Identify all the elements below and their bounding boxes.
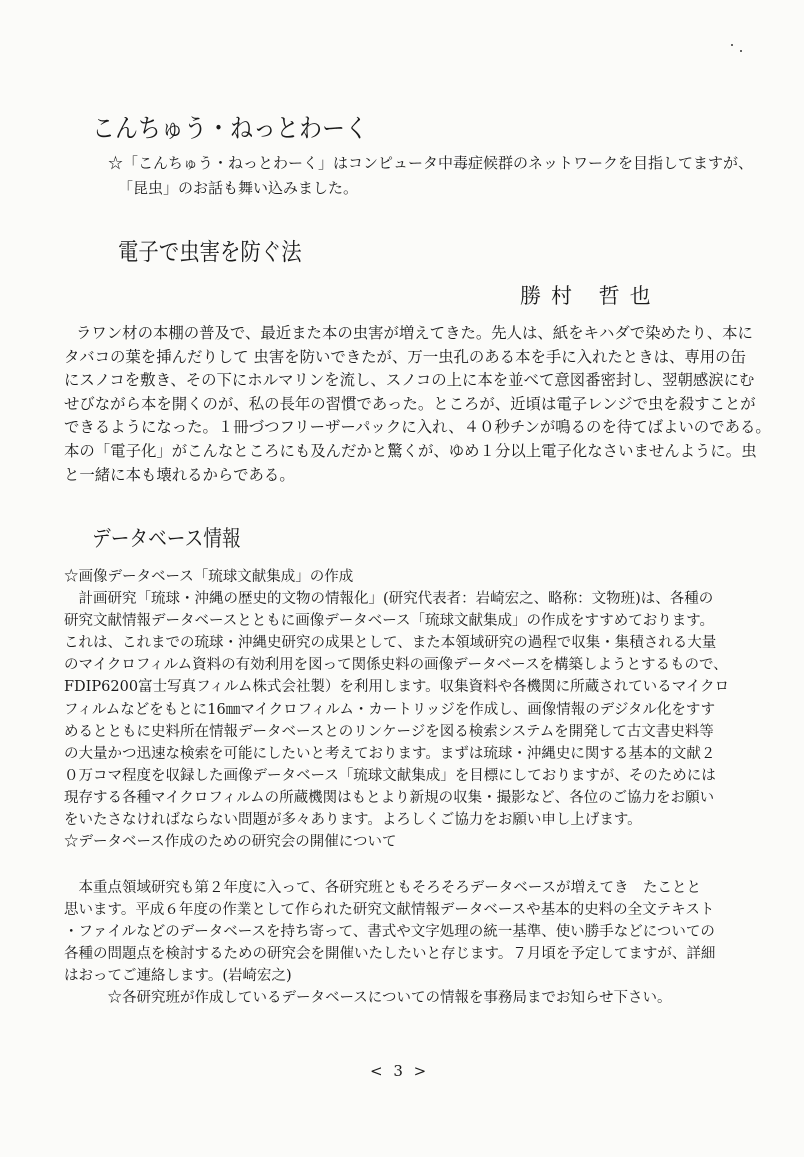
article-line: と一緒に本も壊れるからである。 — [64, 465, 295, 484]
article-author: 勝村 哲也 — [520, 284, 661, 308]
database-line: ☆画像データベース「琉球文献集成」の作成 — [64, 569, 354, 585]
meeting-line: ・ファイルなどのデータベースを持ち寄って、書式や文字処理の統一基準、使い勝手などについての — [64, 924, 715, 941]
database-line: 研究文献情報データベースとともに画像データベース「琉球文献集成」の作成をすすめております。 — [64, 613, 715, 630]
article-line: 本の「電子化」がこんなところにも及んだかと驚くが、ゆめ１分以上電子化なさいませんように。虫 — [64, 441, 757, 460]
database-line: フィルムなどをもとに16㎜マイクロフィルム・カートリッジを作成し、画像情報のデジタル化をすす — [64, 701, 716, 718]
database-line: のマイクロフィルム資料の有効利用を図って関係史料の画像データベースを構築しようとするもので、 — [64, 657, 728, 674]
scan-speck — [731, 44, 733, 46]
article-line: できるようになった。１冊づつフリーザーパックに入れ、４０秒チンが鳴るのを待てばよいのである。 — [64, 418, 771, 437]
intro-line-2: 「昆虫」のお話も舞い込みました。 — [118, 179, 359, 197]
meeting-line: 本重点領域研究も第２年度に入って、各研究班ともそろそろデータベースが増えてき たことと — [64, 880, 701, 896]
scan-speck — [740, 50, 742, 52]
database-line: 現存する各種マイクロフィルムの所蔵機関はもとより新規の収集・撮影など、各位のご協力をお願い — [64, 789, 715, 806]
database-line: ☆データベース作成のための研究会の開催について — [64, 834, 397, 851]
meeting-body — [64, 877, 715, 1010]
article-title: 電子で虫害を防ぐ法 — [118, 238, 302, 266]
intro-line-1: ☆「こんちゅう・ねっとわーく」はコンピュータ中毒症候群のネットワークを目指してますが、 — [108, 154, 754, 172]
meeting-line: 各種の問題点を検討するための研究会を開催いたしたいと存じます。７月頃を予定してますが、詳細 — [64, 946, 716, 963]
database-section-title: データベース情報 — [92, 527, 241, 552]
meeting-line: ☆各研究班が作成しているデータベースについての情報を事務局までお知らせ下さい。 — [64, 990, 672, 1007]
page-number: < 3 > — [370, 1062, 430, 1080]
meeting-line: 思います。平成６年度の作業として作られた研究文献情報データベースや基本的史料の全文テキスト — [64, 902, 715, 919]
meeting-line: はおってご連絡します。(岩崎宏之) — [64, 968, 292, 985]
article-line: ラワン材の本棚の普及で、最近また本の虫害が増えてきた。先人は、紙をキハダで染めたり、本に — [76, 324, 753, 342]
database-line: めるとともに史料所在情報データベースとのリンケージを図る検索システムを開発して古文書史料等 — [64, 723, 714, 740]
article-body — [64, 322, 771, 487]
article-line: にスノコを敷き、その下にホルマリンを流し、スノコの上に本を並べて意図番密封し、翌朝感涙にむ — [64, 371, 755, 390]
article-line: せびながら本を開くのが、私の長年の習慣であった。ところが、近頃は電子レンジで虫を殺すことが — [64, 394, 756, 413]
section-title-konchu-network: こんちゅう・ねっとわーく — [92, 114, 368, 144]
database-body — [64, 566, 729, 853]
database-line: 計画研究「琉球・沖縄の歴史的文物の情報化」(研究代表者：岩崎宏之、略称：文物班)は、各種の — [64, 591, 714, 608]
database-line: ０万コマ程度を収録した画像データベース「琉球文献集成」を目標にしておりますが、そのためには — [64, 767, 716, 784]
database-line: これは、これまでの琉球・沖縄史研究の成果として、また本領域研究の過程で収集・集積される大量 — [64, 635, 717, 652]
database-line: の大量かつ迅速な検索を可能にしたいと考えております。まずは琉球・沖縄史に関する基本的文献２ — [64, 745, 716, 762]
article-line: タバコの葉を挿んだりして 虫害を防いできたが、万一虫孔のある本を手に入れたときは、専用の缶 — [64, 347, 746, 366]
database-line: FDIP6200富士写真フィルム株式会社製）を利用します。収集資料や各機関に所蔵されているマイクロ — [64, 679, 730, 696]
database-line: をいたさなければならない問題が多々あります。よろしくご協力をお願い申し上げます。 — [64, 812, 642, 829]
